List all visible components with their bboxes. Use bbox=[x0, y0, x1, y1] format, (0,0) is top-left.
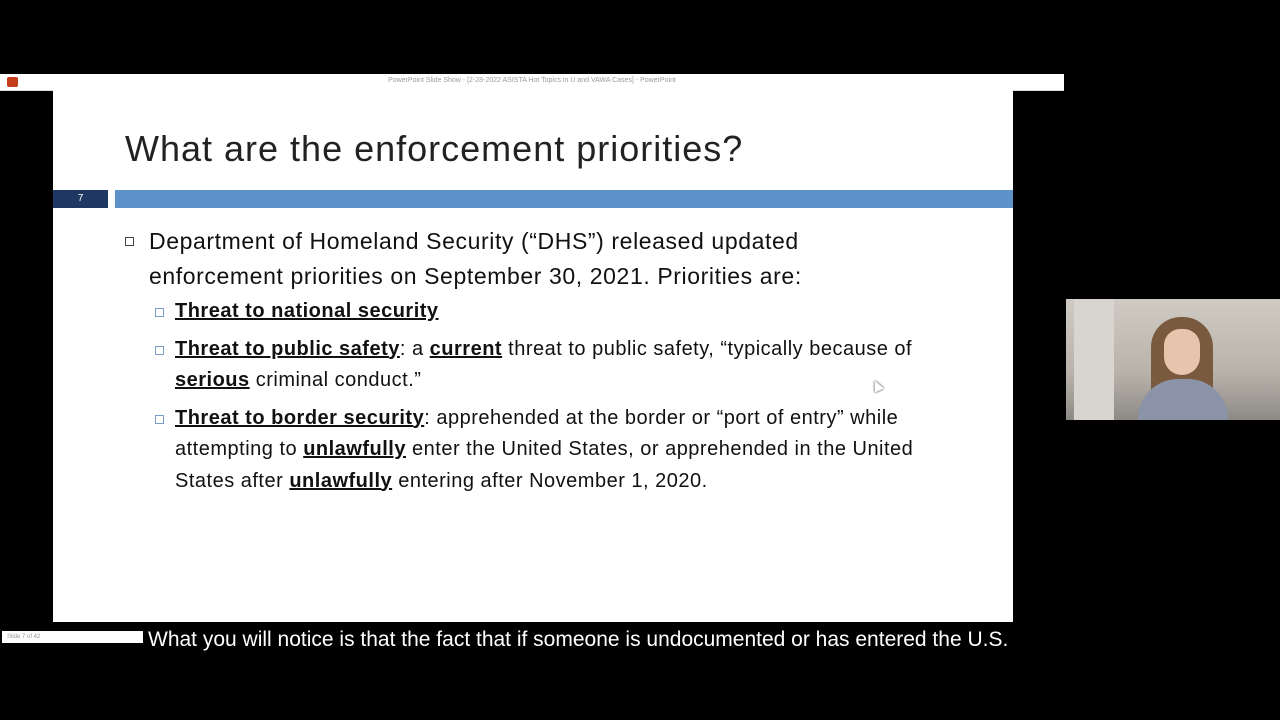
main-bullet-text: Department of Homeland Security (“DHS”) released updated enforcement priorities on September 30, 2021. Priorities are: bbox=[149, 228, 802, 289]
square-bullet-icon bbox=[125, 237, 134, 246]
square-bullet-icon bbox=[155, 308, 164, 317]
presenter-face bbox=[1164, 329, 1200, 375]
emphasized-text: Threat to national security bbox=[175, 300, 439, 322]
title-accent-bar bbox=[115, 190, 1013, 208]
text-run: criminal conduct.” bbox=[249, 369, 422, 391]
square-bullet-icon bbox=[155, 346, 164, 355]
sub-bullet-1 bbox=[153, 296, 973, 328]
sub-bullet-text bbox=[153, 334, 973, 397]
emphasized-text: unlawfully bbox=[289, 469, 393, 492]
text-run: : apprehended at the border or “port of entry” while attempting to bbox=[175, 406, 899, 460]
main-bullet bbox=[125, 224, 915, 294]
webcam-video[interactable] bbox=[1066, 299, 1280, 420]
emphasized-text: Threat to public safety bbox=[175, 337, 400, 360]
text-run: threat to public safety, “typically because of bbox=[502, 337, 913, 360]
square-bullet-icon bbox=[155, 415, 164, 424]
slide-title: What are the enforcement priorities? bbox=[125, 128, 744, 169]
emphasized-text: current bbox=[429, 337, 503, 360]
window-title: PowerPoint Slide Show - [2-28-2022 ASISTA Hot Topics in U and VAWA Cases] - PowerPoint bbox=[388, 77, 676, 84]
background-door bbox=[1074, 299, 1114, 420]
closed-caption: What you will notice is that the fact that if someone is undocumented or has entered the U.S. bbox=[143, 622, 1137, 658]
emphasized-text: unlawfully bbox=[303, 438, 406, 460]
emphasized-text: Threat to border security bbox=[175, 406, 425, 429]
text-run: enter the United States, or apprehended in the United States after bbox=[175, 438, 914, 492]
sub-bullet-text bbox=[153, 403, 973, 498]
text-run: entering after November 1, 2020. bbox=[392, 469, 708, 492]
sub-bullet-3 bbox=[153, 403, 973, 498]
sub-bullet-list bbox=[153, 296, 973, 503]
text-run: : a bbox=[399, 337, 430, 360]
slide-number: 7 bbox=[53, 190, 108, 208]
emphasized-text: serious bbox=[175, 369, 250, 391]
sub-bullet-text bbox=[153, 296, 973, 328]
slide[interactable] bbox=[53, 90, 1013, 622]
window-title-bar bbox=[0, 74, 1064, 91]
sub-bullet-2 bbox=[153, 334, 973, 397]
slide-counter: Slide 7 of 42 bbox=[2, 631, 143, 643]
